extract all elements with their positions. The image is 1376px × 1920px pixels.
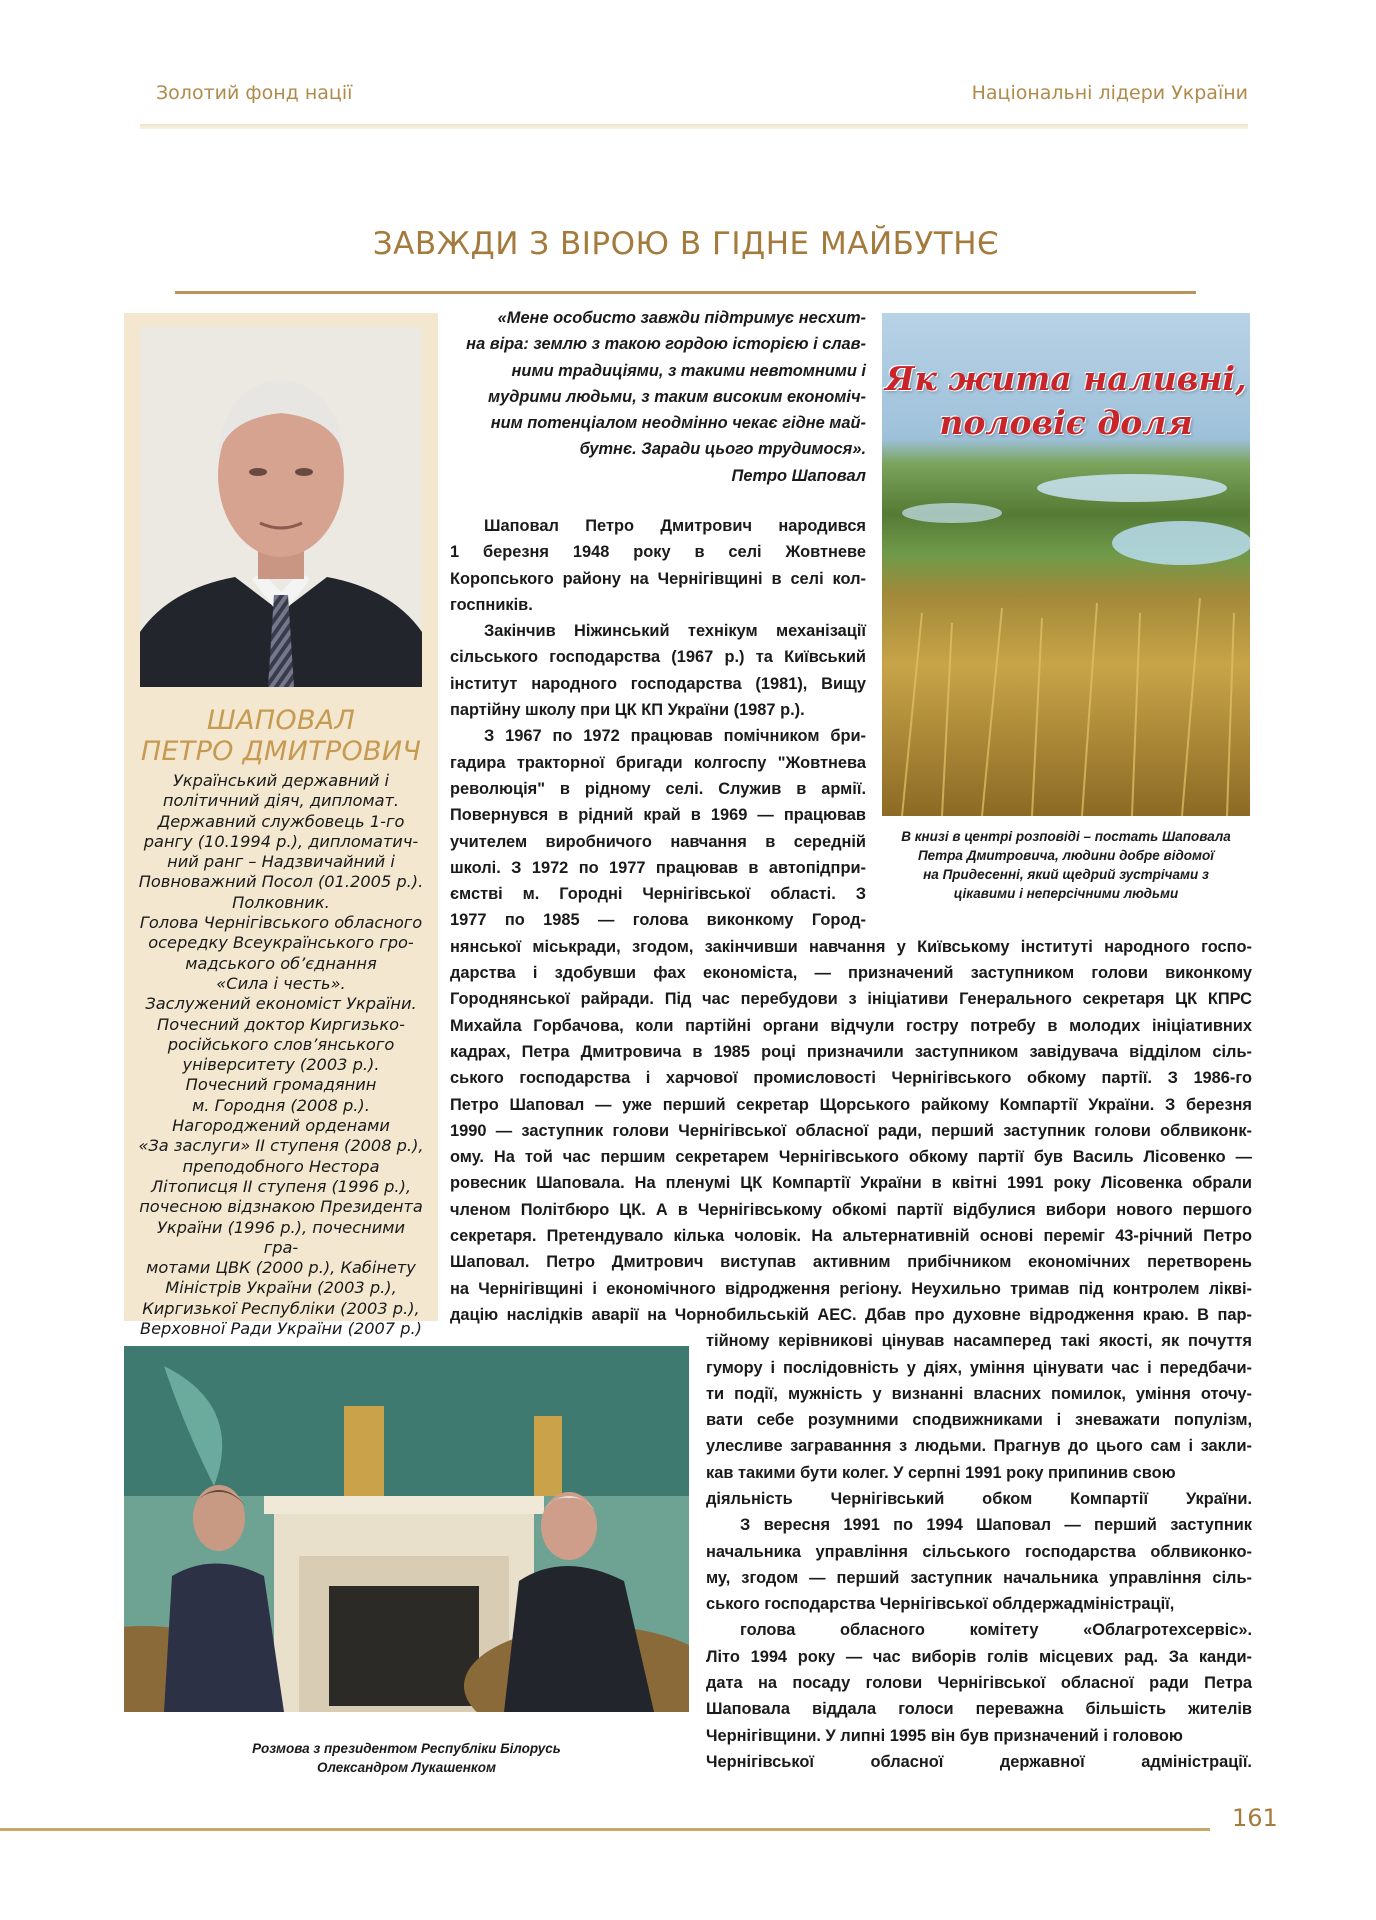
person-surname: ШАПОВАЛ bbox=[206, 705, 356, 736]
bio-line: рангу (10.1994 р.), дипломатич- bbox=[143, 831, 419, 851]
article-line: діяльність Чернігівський обком Компартії України. bbox=[706, 1489, 1252, 1508]
bio-line: мотами ЦВК (2000 р.), Кабінету bbox=[146, 1258, 416, 1278]
bio-line: ний ранг – Надзвичайний і bbox=[167, 852, 395, 872]
book-title bbox=[882, 357, 1250, 445]
bio-line: Повноважний Посол (01.2005 р.). bbox=[138, 872, 424, 892]
book-caption-line: В книзі в центрі розповіді – постать Шаповала bbox=[901, 829, 1231, 844]
book-title-line2: половіє доля bbox=[939, 403, 1193, 442]
article-line: ського господарства Чернігівської облдержадміністрації, bbox=[706, 1595, 1175, 1614]
article-line: Шаповал. Петро Дмитрович виступав активним прибічником економічних перетворень bbox=[450, 1253, 1252, 1272]
meeting-photo bbox=[124, 1346, 689, 1712]
person-given-names: ПЕТРО ДМИТРОВИЧ bbox=[140, 736, 422, 767]
article-line: нянської міськради, згодом, закінчивши навчання у Київському інституті народного госпо- bbox=[450, 937, 1252, 956]
bio-line: університету (2003 р.). bbox=[182, 1055, 380, 1075]
bio-line: «За заслуги» ІІ ступеня (2008 р.), bbox=[138, 1136, 424, 1156]
quote-line: «Мене особисто завжди підтримує несхит- bbox=[497, 309, 866, 327]
article-title: ЗАВЖДИ З ВІРОЮ В ГІДНЕ МАЙБУТНЄ bbox=[372, 226, 1000, 262]
bio-line: Міністрів України (2003 р.), bbox=[165, 1278, 397, 1298]
portrait-illustration bbox=[140, 327, 422, 687]
bio-line: Державний службовець 1-го bbox=[157, 811, 405, 831]
article-line: госпників. bbox=[450, 595, 533, 614]
bio-line: Верховної Ради України (2007 р.) bbox=[139, 1319, 422, 1339]
article-line: Закінчив Ніжинський технікум механізації bbox=[484, 622, 866, 641]
article-line: му, згодом — перший заступник начальника управління сіль- bbox=[706, 1568, 1252, 1587]
book-caption-line: Петра Дмитровича, людини добре відомої bbox=[917, 848, 1215, 863]
bio-line: мадського об’єднання bbox=[185, 953, 377, 973]
book-caption-line: на Придесенні, який щедрий зустрічами з bbox=[923, 867, 1209, 882]
article-line: Городнянської райради. Під час перебудови з ініціативи Генерального секретаря ЦК КПРС bbox=[450, 990, 1252, 1009]
bio-line: Почесний громадянин bbox=[185, 1075, 377, 1095]
footer-divider bbox=[0, 1828, 1210, 1831]
article-line: кадрах, Петра Дмитровича в 1985 році призначили заступником завідувача відділом сіль- bbox=[450, 1042, 1252, 1061]
article-line: 1 березня 1948 року в селі Жовтневе bbox=[450, 543, 866, 562]
article-line: гумору і послідовність у діях, уміння цінувати час і передбачи- bbox=[706, 1358, 1252, 1377]
article-line: ровесник Шаповала. На пленумі ЦК Компартії України в квітні 1991 року Лісовенка обрали bbox=[450, 1174, 1252, 1193]
article-line: Петро Шаповал — уже перший секретар Щорського райкому Компартії України. З березня bbox=[450, 1095, 1252, 1114]
bio-line: політичний діяч, дипломат. bbox=[162, 791, 400, 811]
article-line: Чернігівщини. У липні 1995 він був призначений і головою bbox=[706, 1726, 1183, 1745]
quote-line: на віра: землю з такою гордою історією і слав- bbox=[466, 335, 866, 354]
article-line: інститут народного господарства (1981), Вищу bbox=[450, 674, 866, 693]
quote-line: мудрими людьми, з таким високим економіч- bbox=[487, 387, 866, 406]
article-line: революція" в рідному селі. Служив в армії. bbox=[450, 779, 866, 798]
article-line: дата на посаду голови Чернігівської обласної ради Петра bbox=[706, 1674, 1252, 1693]
bio-details bbox=[138, 771, 424, 1339]
bio-line: преподобного Нестора bbox=[182, 1156, 380, 1176]
article-line: тійному керівникові цінував насамперед такі якості, як почуття bbox=[706, 1332, 1252, 1351]
bio-line: російського слов’янського bbox=[167, 1034, 395, 1054]
meeting-caption-line: Розмова з президентом Республіки Білорусь bbox=[252, 1741, 561, 1756]
meeting-caption bbox=[124, 1739, 689, 1777]
article-line: вати себе розумними сподвижниками і зневажати популізм, bbox=[706, 1411, 1252, 1430]
article-line: дацію наслідків аварії на Чорнобильській АЕС. Дбав про духовне відродження краю. В пар- bbox=[450, 1305, 1252, 1324]
running-header-right: Національні лідери України bbox=[971, 82, 1248, 104]
book-caption-line: цікавими і неперсічними людьми bbox=[953, 886, 1179, 901]
quote-line: Петро Шаповал bbox=[731, 466, 866, 485]
article-line: Михайла Горбачова, коли партійні органи відчули гостру потребу в молодих ініціативних bbox=[450, 1016, 1252, 1035]
article-line: улесливе заграванння з людьми. Прагнув до цього сам і закли- bbox=[706, 1437, 1252, 1456]
article-line: на Чернігівщині і економічного відродження регіону. Неухильно тримав під контролем ліквi- bbox=[450, 1279, 1252, 1298]
quote-line: ними традиціями, з такими невтомними і bbox=[511, 361, 866, 380]
article-line: секретаря. Претендувало кілька чоловік. На альтернативній основі переміг 43-річний Петро bbox=[450, 1227, 1252, 1246]
article-line: голова обласного комітету «Облагротехсервіс». bbox=[740, 1621, 1252, 1640]
bio-line: Заслужений економіст України. bbox=[145, 994, 417, 1014]
bio-line: почесною відзнакою Президента bbox=[139, 1197, 423, 1217]
meeting-caption-line: Олександром Лукашенком bbox=[316, 1760, 497, 1775]
article-line: З 1967 по 1972 працював помічником бри- bbox=[484, 727, 866, 746]
article-line: ому. На той час першим секретарем Чернігівського обкому партії був Василь Лісовенко — bbox=[450, 1148, 1252, 1167]
article-line: гадира тракторної бригади колгоспу "Жовтнева bbox=[450, 753, 866, 772]
header-divider bbox=[140, 124, 1248, 129]
article-line: учителем виробничого навчання в середній bbox=[450, 832, 866, 851]
article-line: ти події, мужність у визнанні власних помилок, уміння оточу- bbox=[706, 1384, 1252, 1403]
book-title-line1: Як жита наливні, bbox=[885, 359, 1247, 398]
bio-line: Полковник. bbox=[232, 892, 330, 912]
article-line: дарства і здобувши фах економіста, — призначений заступником голови виконкому bbox=[450, 964, 1252, 983]
bio-line: Нагороджений орденами bbox=[172, 1116, 390, 1136]
article-line: Чернігівської обласної державної адміністрації. bbox=[706, 1752, 1252, 1771]
running-header-left: Золотий фонд нації bbox=[156, 82, 353, 104]
article-line: Шаповал Петро Дмитрович народився bbox=[484, 517, 866, 535]
article-line: 1977 по 1985 — голова виконкому Город- bbox=[450, 911, 866, 930]
article-line: Літо 1994 року — час виборів голів місцевих рад. За канди- bbox=[706, 1647, 1252, 1666]
bio-line: «Сила і честь». bbox=[216, 973, 346, 993]
bio-line: Киргизької Республіки (2003 р.), bbox=[142, 1298, 420, 1318]
article-line: членом Політбюро ЦК. А в Чернігівському обкомі партії відбулися вибори нового першого bbox=[450, 1200, 1252, 1219]
bio-line: м. Городня (2008 р.). bbox=[192, 1095, 370, 1115]
article-line: начальника управління сільського господарства облвиконко- bbox=[706, 1542, 1252, 1561]
quote-line: бутнє. Заради цього трудимося». bbox=[579, 440, 866, 459]
person-name bbox=[124, 705, 438, 767]
article-line: Повернувся в рідний край в 1969 — працював bbox=[450, 806, 866, 825]
bio-line: осередку Всеукраїнського гро- bbox=[148, 933, 414, 953]
article-line: Коропського району на Чернігівщині в селі кол- bbox=[450, 569, 866, 588]
article-line: З вересня 1991 по 1994 Шаповал — перший заступник bbox=[740, 1516, 1252, 1535]
article-line: 1990 — заступник голови Чернігівської обласної ради, перший заступник голови облвиконк- bbox=[450, 1121, 1252, 1140]
quote-line: ним потенціалом неодмінно чекає гідне май- bbox=[490, 414, 866, 433]
bio-line: Літописця ІІ ступеня (1996 р.), bbox=[150, 1176, 412, 1196]
bio-sidebar bbox=[124, 313, 438, 1339]
article-line: Шаповала віддала голоси переважна більшість жителів bbox=[706, 1700, 1252, 1719]
bio-line: Почесний доктор Киргизько- bbox=[157, 1014, 405, 1034]
epigraph-quote bbox=[452, 305, 866, 489]
bio-line: Голова Чернігівського обласного bbox=[139, 913, 423, 933]
article-line: кав такими бути колег. У серпні 1991 року припинив свою bbox=[706, 1463, 1176, 1482]
article-line: ємстві м. Городні Чернігівської області. З bbox=[450, 885, 866, 904]
portrait-photo bbox=[140, 327, 422, 687]
article-line: школі. З 1972 по 1977 працював в автопідпри- bbox=[450, 858, 866, 877]
article-line: ського господарства і харчової промисловості Чернігівського обкому партії. З 1986-го bbox=[450, 1069, 1252, 1088]
page-number: 161 bbox=[1232, 1804, 1278, 1832]
title-divider bbox=[175, 291, 1196, 294]
bio-line: України (1996 р.), почесними гра- bbox=[156, 1217, 405, 1257]
article-line: партійну школу при ЦК КП України (1987 р.). bbox=[450, 701, 805, 720]
article-line: сільського господарства (1967 р.) та Київський bbox=[450, 648, 866, 667]
meeting-illustration bbox=[124, 1346, 689, 1712]
bio-line: Український державний і bbox=[172, 771, 390, 790]
